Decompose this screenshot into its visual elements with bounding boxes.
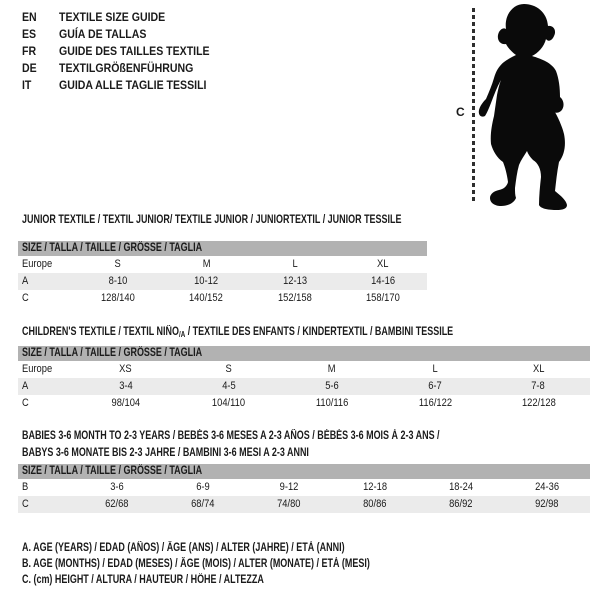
title-segment: JUNIOR TEXTILE / TEXTIL JUNIOR/ TEXTILE JUNIOR / JUNIORTEXTIL / JUNIOR TESSILE xyxy=(22,214,402,226)
row-label xyxy=(18,273,74,290)
cell-value xyxy=(177,378,280,395)
size-header-text: SIZE / TALLA / TAILLE / GRÖSSE / TAGLIA xyxy=(22,242,203,254)
table-row xyxy=(18,256,427,273)
cell-value xyxy=(384,395,487,412)
cell-text: Europe xyxy=(22,258,53,270)
cell-text: A xyxy=(22,380,29,392)
cell-value xyxy=(74,395,177,412)
language-code xyxy=(22,77,59,94)
language-row xyxy=(22,60,230,77)
cell-text: M xyxy=(202,258,211,270)
height-measure-label: C xyxy=(456,105,465,119)
cell-value xyxy=(332,479,418,496)
cell-text: 152/158 xyxy=(277,292,312,304)
row-label xyxy=(18,256,74,273)
cell-text: 74/80 xyxy=(277,498,301,510)
cell-text: 12-13 xyxy=(282,275,307,287)
children-table-title xyxy=(22,324,575,341)
cell-value xyxy=(177,395,280,412)
cell-text: 68/74 xyxy=(191,498,215,510)
cell-value xyxy=(251,256,339,273)
footnote-text: A. AGE (YEARS) / EDAD (AÑOS) / ÂGE (ANS) / ALTER (JAHRE) / ETÀ (ANNI) xyxy=(22,542,345,554)
language-guide-title xyxy=(59,9,180,26)
language-row xyxy=(22,43,230,60)
cell-value xyxy=(160,479,246,496)
row-label xyxy=(18,361,74,378)
cell-text: 18-24 xyxy=(449,481,473,493)
language-title-list xyxy=(22,9,230,94)
language-row xyxy=(22,77,230,94)
table-title-text xyxy=(22,428,440,445)
cell-value xyxy=(487,395,590,412)
cell-value xyxy=(246,496,332,513)
cell-text: A xyxy=(22,275,29,287)
cell-text: 98/104 xyxy=(111,397,140,409)
babies-table-title xyxy=(22,428,557,462)
cell-text: C xyxy=(22,292,29,304)
language-guide-title-text: TEXTILE SIZE GUIDE xyxy=(59,10,166,24)
cell-value xyxy=(74,496,160,513)
table-title-line xyxy=(22,324,575,341)
cell-value xyxy=(74,290,162,307)
language-code-text: DE xyxy=(22,61,37,75)
language-guide-title-text: GUÍA DE TALLAS xyxy=(59,27,147,41)
cell-value xyxy=(504,496,590,513)
cell-value xyxy=(418,496,504,513)
cell-text: Europe xyxy=(22,363,53,375)
footnote-line xyxy=(22,540,468,556)
cell-value xyxy=(74,273,162,290)
cell-value xyxy=(280,395,383,412)
size-header-bar xyxy=(18,346,590,361)
cell-text: 12-18 xyxy=(363,481,387,493)
size-header-text: SIZE / TALLA / TAILLE / GRÖSSE / TAGLIA xyxy=(22,465,203,477)
cell-text: 4-5 xyxy=(222,380,236,392)
cell-value xyxy=(504,479,590,496)
size-header-bar xyxy=(18,464,590,479)
table-row xyxy=(18,496,590,513)
language-guide-title xyxy=(59,26,158,43)
babies-size-table xyxy=(18,464,590,513)
cell-text: M xyxy=(328,363,336,375)
cell-text: 24-36 xyxy=(535,481,559,493)
cell-text: 104/110 xyxy=(212,397,246,409)
size-header-bar xyxy=(18,241,427,256)
language-code-text: FR xyxy=(22,44,37,58)
table-title-text xyxy=(22,212,401,229)
row-label xyxy=(18,290,74,307)
table-title-text xyxy=(22,324,453,341)
cell-value xyxy=(384,378,487,395)
cell-text: C xyxy=(22,498,29,510)
cell-text: 3-4 xyxy=(118,380,133,392)
cell-value xyxy=(160,496,246,513)
table-row xyxy=(18,378,590,395)
cell-value xyxy=(74,378,177,395)
junior-size-table xyxy=(18,241,427,307)
table-row xyxy=(18,479,590,496)
language-code xyxy=(22,43,59,60)
junior-table-title xyxy=(22,212,508,229)
cell-value xyxy=(280,361,383,378)
language-guide-title-text: TEXTILGRÖßENFÜHRUNG xyxy=(59,61,194,75)
cell-value xyxy=(332,496,418,513)
cell-text: XS xyxy=(119,363,132,375)
cell-text: 128/140 xyxy=(101,292,136,304)
children-size-table xyxy=(18,346,590,412)
cell-value xyxy=(177,361,280,378)
cell-text: 158/170 xyxy=(365,292,400,304)
language-guide-title-text: GUIDA ALLE TAGLIE TESSILI xyxy=(59,78,207,92)
cell-text: 62/68 xyxy=(105,498,129,510)
row-label xyxy=(18,479,74,496)
cell-value xyxy=(418,479,504,496)
table-row xyxy=(18,395,590,412)
language-code xyxy=(22,26,59,43)
footnote-text: C. (cm) HEIGHT / ALTURA / HAUTEUR / HÖHE / ALTEZZA xyxy=(22,574,264,586)
language-guide-title xyxy=(59,60,212,77)
table-title-text xyxy=(22,445,309,462)
cell-value xyxy=(162,273,250,290)
language-guide-title xyxy=(59,43,230,60)
cell-text: XL xyxy=(377,258,389,270)
cell-value xyxy=(339,273,427,290)
cell-value xyxy=(339,290,427,307)
cell-text: 8-10 xyxy=(108,275,128,287)
cell-value xyxy=(251,290,339,307)
cell-value xyxy=(487,361,590,378)
cell-text: 5-6 xyxy=(325,380,339,392)
cell-value xyxy=(487,378,590,395)
cell-text: 86/92 xyxy=(449,498,473,510)
language-code-text: EN xyxy=(22,10,37,24)
cell-value xyxy=(162,290,250,307)
toddler-silhouette-image xyxy=(470,0,600,215)
cell-value xyxy=(384,361,487,378)
language-code xyxy=(22,60,59,77)
cell-value xyxy=(339,256,427,273)
title-subscript: /A xyxy=(178,330,186,339)
cell-value xyxy=(74,256,162,273)
title-segment: BABYS 3-6 MONATE BIS 2-3 JAHRE / BAMBINI 3-6 MESI A 2-3 ANNI xyxy=(22,447,309,459)
language-row xyxy=(22,26,230,43)
language-code-text: ES xyxy=(22,27,37,41)
language-row xyxy=(22,9,230,26)
row-label xyxy=(18,378,74,395)
cell-text: S xyxy=(225,363,232,375)
table-title-line xyxy=(22,445,557,462)
table-title-line xyxy=(22,428,557,445)
table-row xyxy=(18,361,590,378)
row-label xyxy=(18,395,74,412)
table-row xyxy=(18,273,427,290)
title-segment: / TEXTILE DES ENFANTS / KINDERTEXTIL / BAMBINI TESSILE xyxy=(185,326,454,338)
cell-text: 6-9 xyxy=(196,481,210,493)
footnote-line xyxy=(22,556,468,572)
footnotes xyxy=(22,540,468,588)
cell-value xyxy=(162,256,250,273)
cell-text: 3-6 xyxy=(110,481,124,493)
cell-text: 122/128 xyxy=(521,397,556,409)
table-title-line xyxy=(22,212,508,229)
language-guide-title xyxy=(59,77,227,94)
cell-text: 140/152 xyxy=(189,292,224,304)
cell-text: S xyxy=(115,258,122,270)
title-segment: BABIES 3-6 MONTH TO 2-3 YEARS / BEBÉS 3-6 MESES A 2-3 AÑOS / BÉBÉS 3-6 MOIS À 2-3 ANS / xyxy=(22,430,440,442)
cell-text: 9-12 xyxy=(279,481,299,493)
language-code xyxy=(22,9,59,26)
cell-text: 110/116 xyxy=(315,397,349,409)
cell-text: 7-8 xyxy=(531,380,546,392)
cell-value xyxy=(280,378,383,395)
cell-text: 10-12 xyxy=(194,275,219,287)
cell-text: 14-16 xyxy=(370,275,395,287)
cell-text: L xyxy=(292,258,298,270)
cell-value xyxy=(74,361,177,378)
cell-text: 92/98 xyxy=(535,498,559,510)
footnote-text: B. AGE (MONTHS) / EDAD (MESES) / ÂGE (MOIS) / ALTER (MONATE) / ETÀ (MESI) xyxy=(22,558,370,570)
cell-text: B xyxy=(22,481,29,493)
cell-value xyxy=(246,479,332,496)
table-row xyxy=(18,290,427,307)
measurement-figure xyxy=(450,0,600,215)
cell-text: 116/122 xyxy=(418,397,452,409)
cell-value xyxy=(74,479,160,496)
title-segment: CHILDREN'S TEXTILE / TEXTIL NIÑO xyxy=(22,326,179,338)
language-code-text: IT xyxy=(22,78,32,92)
cell-text: 80/86 xyxy=(363,498,387,510)
language-guide-title-text: GUIDE DES TAILLES TEXTILE xyxy=(59,44,210,58)
footnote-line xyxy=(22,572,468,588)
row-label xyxy=(18,496,74,513)
cell-text: C xyxy=(22,397,29,409)
cell-text: L xyxy=(432,363,438,375)
cell-value xyxy=(251,273,339,290)
cell-text: 6-7 xyxy=(428,380,442,392)
cell-text: XL xyxy=(532,363,545,375)
size-header-text: SIZE / TALLA / TAILLE / GRÖSSE / TAGLIA xyxy=(22,347,203,359)
